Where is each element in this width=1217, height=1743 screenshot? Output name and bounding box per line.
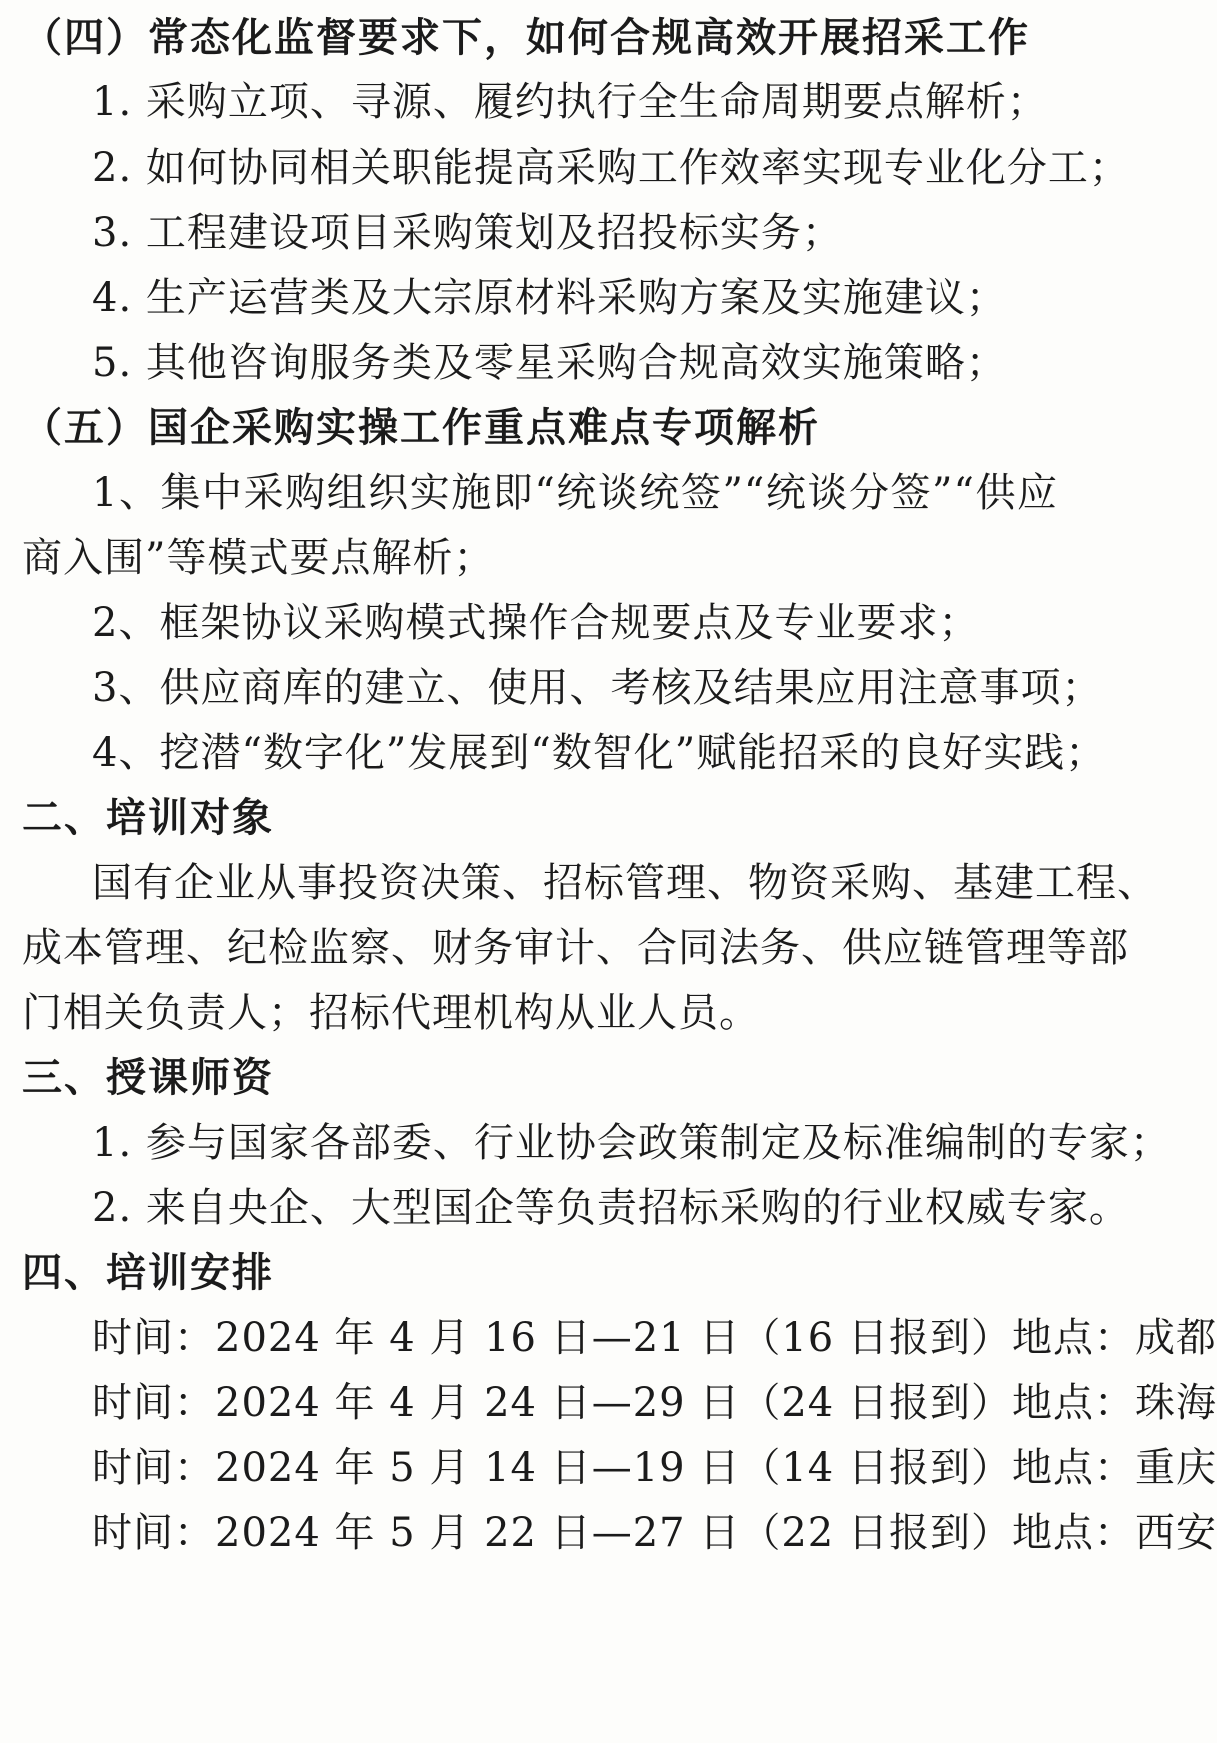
section-4-item: 3. 工程建设项目采购策划及招投标实务； [92, 210, 843, 256]
section-4-item: 4. 生产运营类及大宗原材料采购方案及实施建议； [92, 275, 1007, 321]
section-5-item: 4、挖潜“数字化”发展到“数智化”赋能招采的良好实践； [92, 730, 1107, 776]
arrangement-heading: 四、培训安排 [22, 1250, 274, 1296]
section-4-item: 5. 其他咨询服务类及零星采购合规高效实施策略； [92, 340, 1007, 386]
session-place: 地点：西安 [1011, 1510, 1217, 1556]
section-5-item: 3、供应商库的建立、使用、考核及结果应用注意事项； [92, 665, 1103, 711]
session-row [0, 1497, 1217, 1569]
section-5-heading: （五）国企采购实操工作重点难点专项解析 [22, 405, 820, 451]
session-time: 时间：2024 年 5 月 22 日—27 日（22 日报到） [92, 1510, 1012, 1556]
teachers-heading: 三、授课师资 [22, 1055, 274, 1101]
section-4-item: 1. 采购立项、寻源、履约执行全生命周期要点解析； [92, 79, 1048, 125]
teachers-item: 1. 参与国家各部委、行业协会政策制定及标准编制的专家； [92, 1120, 1171, 1166]
session-place: 地点：成都 [1011, 1315, 1217, 1361]
session-time: 时间：2024 年 4 月 24 日—29 日（24 日报到） [92, 1380, 1012, 1426]
section-4-heading: （四）常态化监督要求下，如何合规高效开展招采工作 [22, 15, 1030, 61]
section-4-item: 2. 如何协同相关职能提高采购工作效率实现专业化分工； [92, 145, 1130, 191]
teachers-item: 2. 来自央企、大型国企等负责招标采购的行业权威专家。 [92, 1185, 1130, 1231]
training-target-line: 门相关负责人；招标代理机构从业人员。 [22, 990, 760, 1036]
session-time: 时间：2024 年 4 月 16 日—21 日（16 日报到） [92, 1315, 1012, 1361]
session-place: 地点：重庆 [1011, 1445, 1217, 1491]
section-5-item-line: 商入围”等模式要点解析； [22, 535, 495, 581]
section-5-item-line: 1、集中采购组织实施即“统谈统签”“统谈分签”“供应 [92, 470, 1058, 516]
session-row [0, 1302, 1217, 1374]
training-target-line: 成本管理、纪检监察、财务审计、合同法务、供应链管理等部 [22, 925, 1129, 971]
section-5-item: 2、框架协议采购模式操作合规要点及专业要求； [92, 600, 980, 646]
session-row [0, 1432, 1217, 1504]
training-target-heading: 二、培训对象 [22, 795, 274, 841]
session-place: 地点：珠海 [1011, 1380, 1217, 1426]
session-row [0, 1367, 1217, 1439]
session-time: 时间：2024 年 5 月 14 日—19 日（14 日报到） [92, 1445, 1012, 1491]
training-target-line: 国有企业从事投资决策、招标管理、物资采购、基建工程、 [92, 860, 1158, 906]
